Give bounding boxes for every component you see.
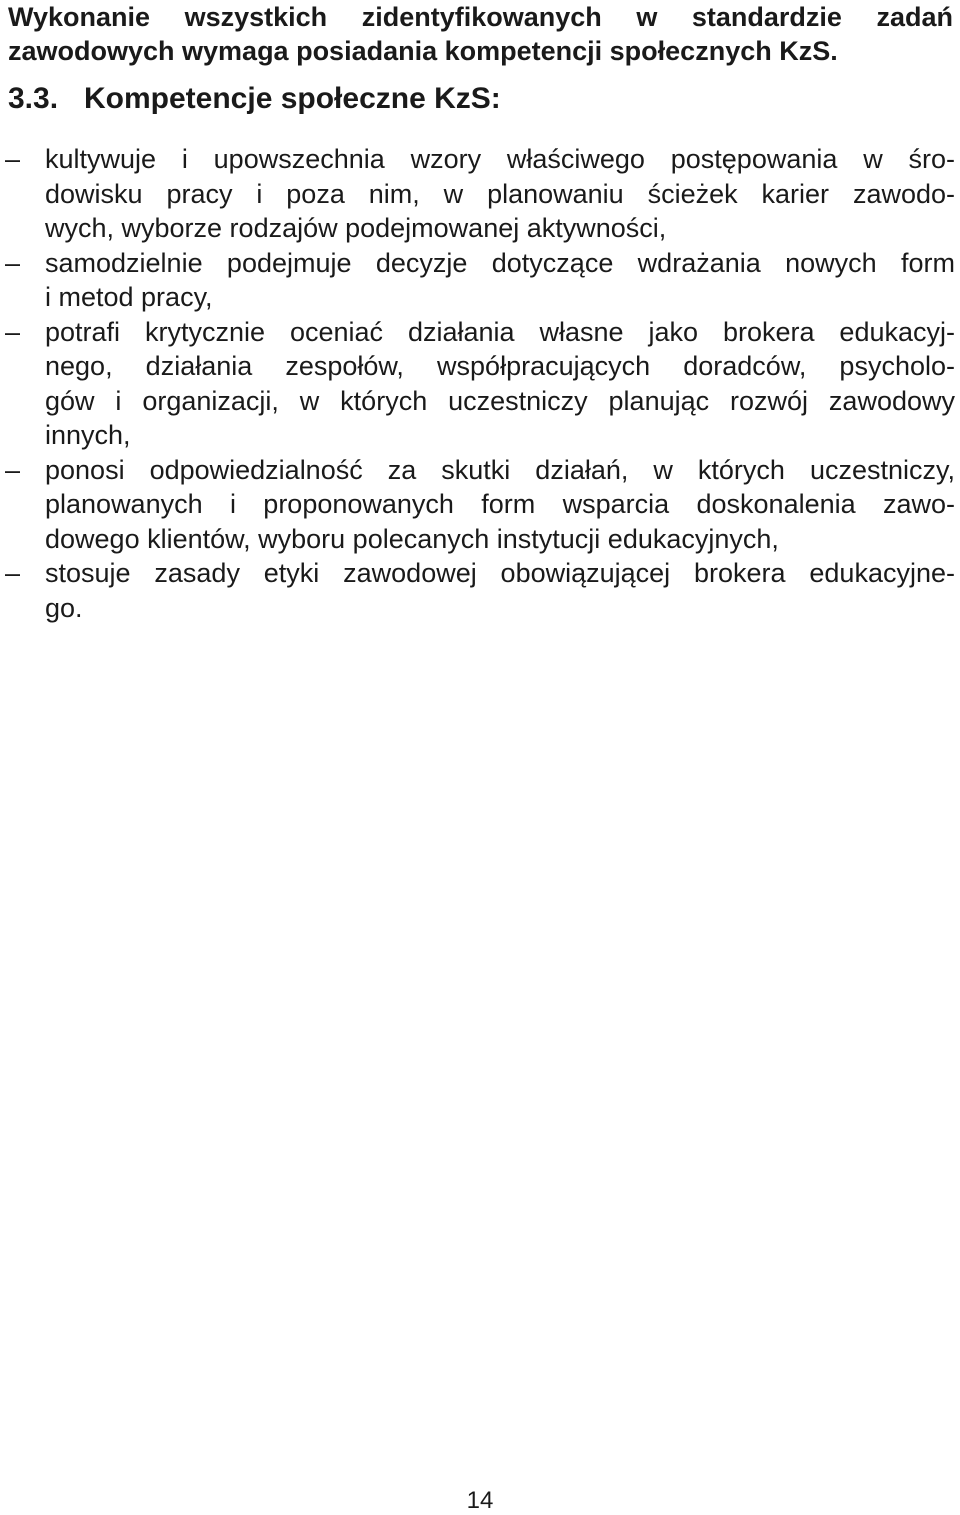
list-item-line: samodzielnie podejmuje decyzje dotyczące wdrażania nowych form [45, 247, 955, 278]
list-item-line: dowisku pracy i poza nim, w planowaniu ścieżek karier zawodo- [45, 178, 955, 209]
dash-bullet-icon: – [5, 247, 21, 278]
list-item-line: innych, [45, 420, 131, 450]
dash-bullet-icon: – [5, 144, 21, 174]
list-item [0, 315, 955, 453]
section-number: 3.3. [8, 82, 59, 115]
intro-paragraph [8, 0, 953, 68]
list-item [0, 556, 955, 625]
list-item-line: potrafi krytycznie oceniać działania własne jako brokera edukacyj- [45, 316, 955, 347]
list-item-line: dowego klientów, wyboru polecanych instytucji edukacyjnych, [45, 523, 779, 554]
section-heading [8, 79, 501, 119]
list-item-line: wych, wyborze rodzajów podejmowanej aktywności, [45, 213, 667, 243]
list-item-line: ponosi odpowiedzialność za skutki działań, w których uczestniczy, [45, 454, 955, 485]
page-number: 14 [466, 1487, 494, 1514]
competency-list [0, 142, 960, 625]
list-item [0, 142, 955, 246]
section-title: Kompetencje społeczne KzS: [84, 82, 501, 115]
list-item [0, 453, 955, 557]
list-item-line: stosuje zasady etyki zawodowej obowiązującej brokera edukacyjne- [45, 558, 955, 588]
list-item-line: planowanych i proponowanych form wsparcia doskonalenia zawo- [45, 489, 955, 519]
intro-line: zawodowych wymaga posiadania kompetencji społecznych KzS. [8, 36, 838, 66]
list-item-line: i metod pracy, [45, 282, 213, 312]
list-item-line: go. [45, 592, 83, 623]
list-item-line: kultywuje i upowszechnia wzory właściwego postępowania w śro- [45, 144, 955, 174]
dash-bullet-icon: – [5, 316, 21, 347]
list-item-line: nego, działania zespołów, współpracujących doradców, psycholo- [45, 351, 955, 381]
dash-bullet-icon: – [5, 558, 21, 588]
list-item-line: gów i organizacji, w których uczestniczy planując rozwój zawodowy [45, 385, 955, 416]
dash-bullet-icon: – [5, 454, 21, 485]
list-item [0, 246, 955, 315]
intro-line: Wykonanie wszystkich zidentyfikowanych w standardzie zadań [8, 2, 953, 32]
